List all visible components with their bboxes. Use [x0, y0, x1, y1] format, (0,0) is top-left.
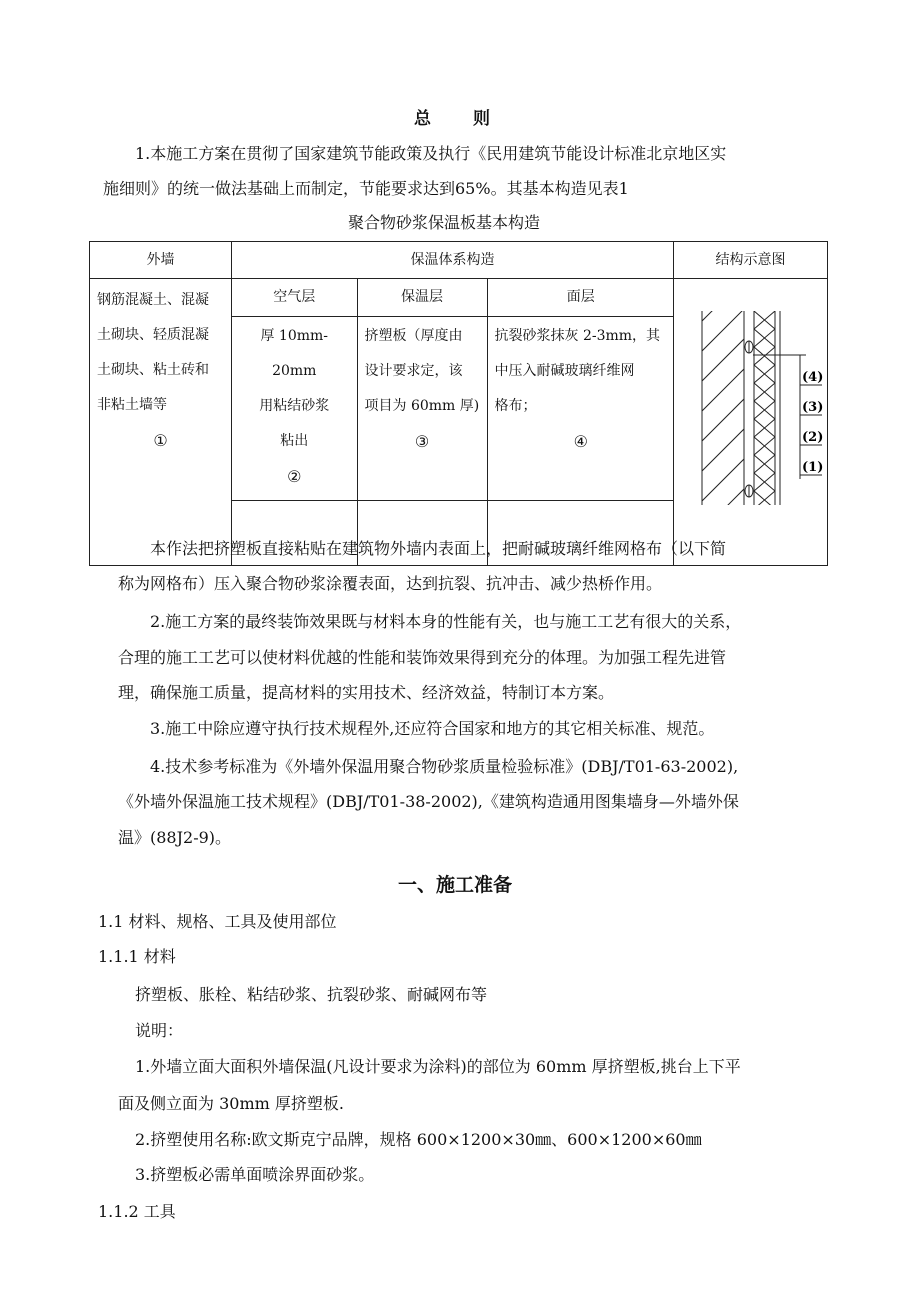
- wall-hatch: [684, 279, 754, 531]
- wall-line: 钢筋混凝土、混凝: [97, 292, 209, 308]
- label-3: (3): [802, 400, 824, 415]
- wall-structure-diagram: [674, 279, 828, 531]
- subsection-1-1-1: 1.1.1 材料: [98, 947, 176, 966]
- intro-line-1: 1.本施工方案在贯彻了国家建筑节能政策及执行《民用建筑节能设计标准北京地区实: [135, 144, 727, 163]
- subheader-insulation: 保温层: [357, 279, 487, 316]
- adhesive-dots: [745, 341, 753, 497]
- construction-table: [89, 241, 828, 566]
- page-heading: [414, 104, 492, 129]
- wall-line: 土砌块、轻质混凝: [97, 327, 209, 343]
- note3: 3.挤塑板必需单面喷涂界面砂浆。: [135, 1165, 375, 1184]
- diagram-cell: [674, 279, 828, 566]
- air-cell: [232, 316, 357, 500]
- air-number: ②: [287, 466, 302, 486]
- heading-char-1: 总: [414, 109, 433, 129]
- explain-label: 说明：: [135, 1021, 184, 1040]
- label-2: (2): [802, 430, 824, 445]
- wall-number: ①: [153, 431, 168, 450]
- header-diagram: 结构示意图: [674, 242, 828, 279]
- para4-line-1: 4.技术参考标准为《外墙外保温用聚合物砂浆质量检验标准》(DBJ/T01-63-2002),: [150, 757, 739, 776]
- insulation-number: ③: [414, 431, 430, 451]
- subsection-1-1: 1.1 材料、规格、工具及使用部位: [98, 912, 337, 931]
- insulation-line: 挤塑板（厚度由: [364, 327, 463, 344]
- subsection-1-1-2: 1.1.2 工具: [98, 1202, 176, 1221]
- intro-line-2: 施细则》的统一做法基础上而制定，节能要求达到65%。其基本构造见表1: [103, 179, 629, 198]
- para2-line-2: 合理的施工工艺可以使材料优越的性能和装饰效果得到充分的体理。为加强工程先进管: [118, 648, 727, 667]
- surface-number: ④: [573, 431, 588, 451]
- section-title: 一、施工准备: [398, 874, 513, 896]
- method-line-2: 称为网格布）压入聚合物砂浆涂覆表面，达到抗裂、抗冲击、减少热桥作用。: [118, 574, 663, 593]
- para4-line-3: 温》(88J2-9)。: [118, 828, 232, 847]
- insulation-line: 项目为 60mm 厚): [364, 397, 480, 414]
- method-line-1: 本作法把挤塑板直接粘贴在建筑物外墙内表面上，把耐碱玻璃纤维网格布（以下简: [150, 539, 727, 558]
- heading-char-2: 则: [473, 109, 492, 129]
- wall-line: 土砌块、粘土砖和: [97, 362, 209, 378]
- label-1: (1): [802, 460, 824, 475]
- para4-line-2: 《外墙外保温施工技术规程》(DBJ/T01-38-2002),《建筑构造通用图集墙身—外墙外保: [118, 792, 739, 811]
- insulation-board: [754, 311, 775, 509]
- subheader-surface: 面层: [487, 279, 674, 316]
- label-4: (4): [802, 370, 824, 385]
- insulation-line: 设计要求定，该: [364, 362, 463, 379]
- note1-line-2: 面及侧立面为 30mm 厚挤塑板.: [118, 1094, 344, 1113]
- wall-cell: [90, 279, 232, 566]
- header-wall: 外墙: [90, 242, 232, 279]
- note2: 2.挤塑使用名称:欧文斯克宁品牌，规格 600×1200×30㎜、600×1200×60㎜: [135, 1130, 702, 1149]
- table-caption: 聚合物砂浆保温板基本构造: [348, 213, 541, 232]
- para2-line-1: 2.施工方案的最终装饰效果既与材料本身的性能有关，也与施工工艺有很大的关系，: [150, 612, 742, 631]
- para2-line-3: 理，确保施工质量，提高材料的实用技术、经济效益，特制订本方案。: [118, 683, 615, 702]
- surface-line: 中压入耐碱玻璃纤维网: [494, 362, 635, 379]
- system-cell: [232, 279, 674, 566]
- header-system: 保温体系构造: [232, 242, 674, 279]
- materials-list: 挤塑板、胀栓、粘结砂浆、抗裂砂浆、耐碱网布等: [135, 985, 488, 1004]
- air-line: 粘出: [280, 432, 309, 449]
- surface-line: 抗裂砂浆抹灰 2-3mm，其: [494, 327, 661, 344]
- para3: 3.施工中除应遵守执行技术规程外,还应符合国家和地方的其它相关标准、规范。: [150, 719, 715, 738]
- subheader-air: 空气层: [232, 279, 357, 316]
- note1-line-1: 1.外墙立面大面积外墙保温(凡设计要求为涂料)的部位为 60mm 厚挤塑板,挑台上下平: [135, 1057, 741, 1076]
- air-line: 用粘结砂浆: [259, 397, 330, 414]
- air-line: 厚 10mm-20mm: [260, 327, 329, 379]
- wall-line: 非粘土墙等: [97, 397, 167, 413]
- surface-line: 格布；: [494, 397, 537, 414]
- insulation-cell: [357, 316, 487, 500]
- surface-cell: [487, 316, 674, 500]
